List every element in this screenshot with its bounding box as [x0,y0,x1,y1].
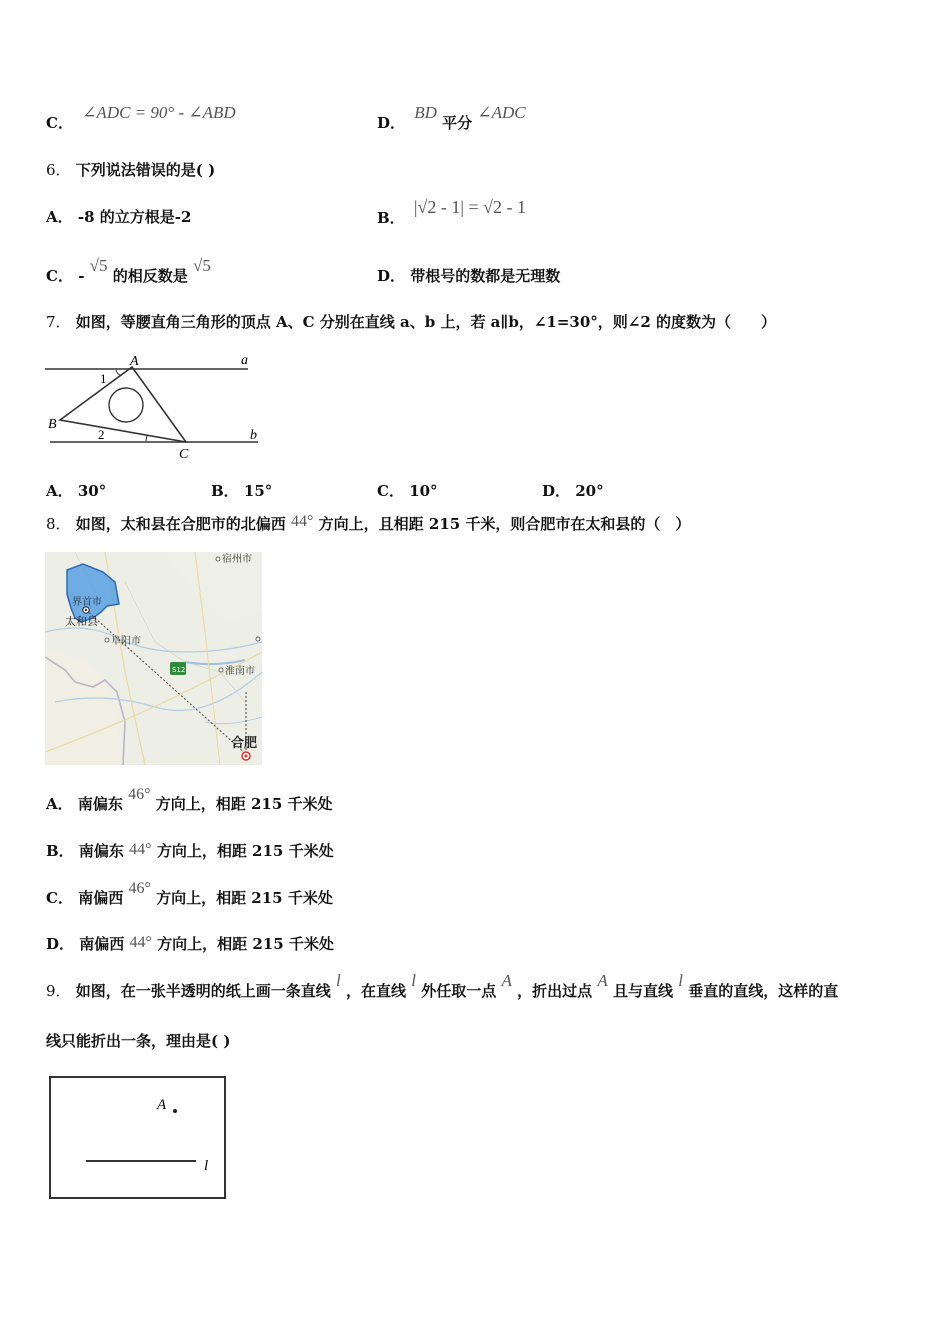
option-letter: A． [46,482,73,500]
city-marker-icon [219,668,223,672]
option-letter: B． [46,842,74,860]
option-letter: D． [46,935,75,953]
paper-border [50,1077,225,1198]
math-A: A [597,971,608,990]
q5-option-d-math1: BD [414,103,437,122]
option-letter: A． [46,208,73,226]
q9-stem-line1 [46,971,839,1001]
label-A: A [130,354,139,369]
option-letter: B． [377,209,405,227]
option-text: 30° [77,482,107,500]
q8-option-a [46,786,333,815]
label-fuyang: 阜阳市 [111,636,141,647]
option-text: 南偏东 [78,842,124,860]
q5-option-d-math2: ∠ADC [477,103,526,122]
question-number: 7． [46,313,71,331]
q8-option-d [46,934,334,955]
q5-option-c [46,103,236,133]
q6-stem [46,160,215,180]
q8-stem-angle: 44° [291,513,314,530]
label-b: b [250,428,257,443]
option-text: 方向上，相距 215 千米处 [156,889,333,907]
option-text: 南偏西 [78,889,124,907]
label-A: A [157,1097,167,1113]
highway-label: S12 [172,666,186,674]
option-letter: D． [377,267,406,285]
question-text: 且与直线 [612,982,673,1000]
label-angle1: 1 [100,371,107,386]
option-letter: A． [46,795,73,813]
option-angle: 46° [128,880,151,897]
option-angle: 44° [129,841,152,858]
question-text: ，在直线 [346,982,407,1000]
question-text: 垂直的直线，这样的直 [688,982,839,1000]
question-number: 9． [46,982,71,1000]
label-hefei: 合肥 [231,736,258,751]
taihe-marker-dot [85,609,87,611]
option-letter: D． [377,114,406,132]
city-marker-icon [256,637,260,641]
question-number: 6． [46,161,71,179]
math-A: A [501,971,512,990]
city-marker-icon [105,638,109,642]
math-l: l [336,971,341,990]
q7-option-a [46,481,106,501]
q8-option-c [46,880,333,909]
option-angle: 44° [129,934,152,951]
question-text: 方向上，且相距 215 千米，则合肥市在太和县的（ ） [318,515,691,533]
option-letter: C． [46,267,73,285]
option-text: 方向上，相距 215 千米处 [155,795,333,813]
label-C: C [179,447,189,462]
math-l: l [678,971,683,990]
option-letter: C． [46,889,73,907]
option-text: 南偏西 [79,935,125,953]
q6-option-b [377,197,527,228]
option-text: 的相反数是 [112,267,188,285]
point-A [173,1109,177,1113]
option-text: 方向上，相距 215 千米处 [157,935,334,953]
q6-option-c-math2: √5 [192,256,211,275]
label-l: l [204,1158,209,1174]
q9-paper-figure [46,1073,230,1203]
hefei-marker-dot [245,755,248,758]
option-letter: B． [211,482,239,500]
q6-option-a [46,207,191,227]
label-angle2: 2 [98,427,105,442]
option-letter: C． [46,114,73,132]
q7-stem [46,312,776,332]
option-text: 方向上，相距 215 千米处 [156,842,334,860]
q6-option-c-math1: √5 [89,256,108,275]
tick-mark [146,435,147,441]
q8-stem [46,514,690,535]
question-text: ，折出过点 [517,982,593,1000]
q7-triangle-figure [40,348,270,466]
label-jieshou: 界首市 [72,597,102,608]
q5-option-d-text: 平分 [442,114,473,132]
option-text: 南偏东 [77,795,123,813]
q9-stem-line2 [46,1031,230,1051]
question-text: 外任取一点 [421,982,497,1000]
question-text: 如图，在一张半透明的纸上画一条直线 [75,982,331,1000]
math-l: l [411,971,416,990]
q7-option-c [377,481,438,501]
option-text: - [78,267,85,285]
question-number: 8． [46,515,71,533]
option-text: 带根号的数都是无理数 [410,267,561,285]
question-text: 下列说法错误的是( ) [75,161,216,179]
q8-map [45,552,262,765]
q6-option-c [46,256,211,286]
question-text: 如图，太和县在合肥市的北偏西 [75,515,286,533]
label-B: B [48,417,57,432]
q6-option-b-math: |√2 - 1| = √2 - 1 [413,197,527,217]
label-a: a [241,353,248,368]
city-marker-icon [216,557,220,561]
option-text: 15° [243,482,273,500]
label-huainan: 淮南市 [225,666,255,677]
option-text: -8 的立方根是-2 [77,208,192,226]
q7-option-d [542,481,604,501]
inscribed-circle [109,388,143,422]
q5-option-c-math: ∠ADC = 90° - ∠ABD [82,103,236,122]
option-text: 10° [409,482,438,500]
q5-option-d [377,103,526,133]
triangle [60,367,186,442]
q8-option-b [46,841,334,862]
question-text: 线只能折出一条，理由是( ) [46,1032,231,1050]
label-taihe: 太和县 [65,615,98,628]
label-suzhou: 宿州市 [222,554,252,565]
option-text: 20° [575,482,604,500]
option-letter: D． [542,482,571,500]
option-angle: 46° [128,786,151,803]
q7-option-b [211,481,272,501]
q6-option-d [377,266,560,286]
question-text: 如图，等腰直角三角形的顶点 A、C 分别在直线 a、b 上，若 a∥b，∠1=30°，则∠2 的度数为（ ） [75,313,777,331]
option-letter: C． [377,482,404,500]
